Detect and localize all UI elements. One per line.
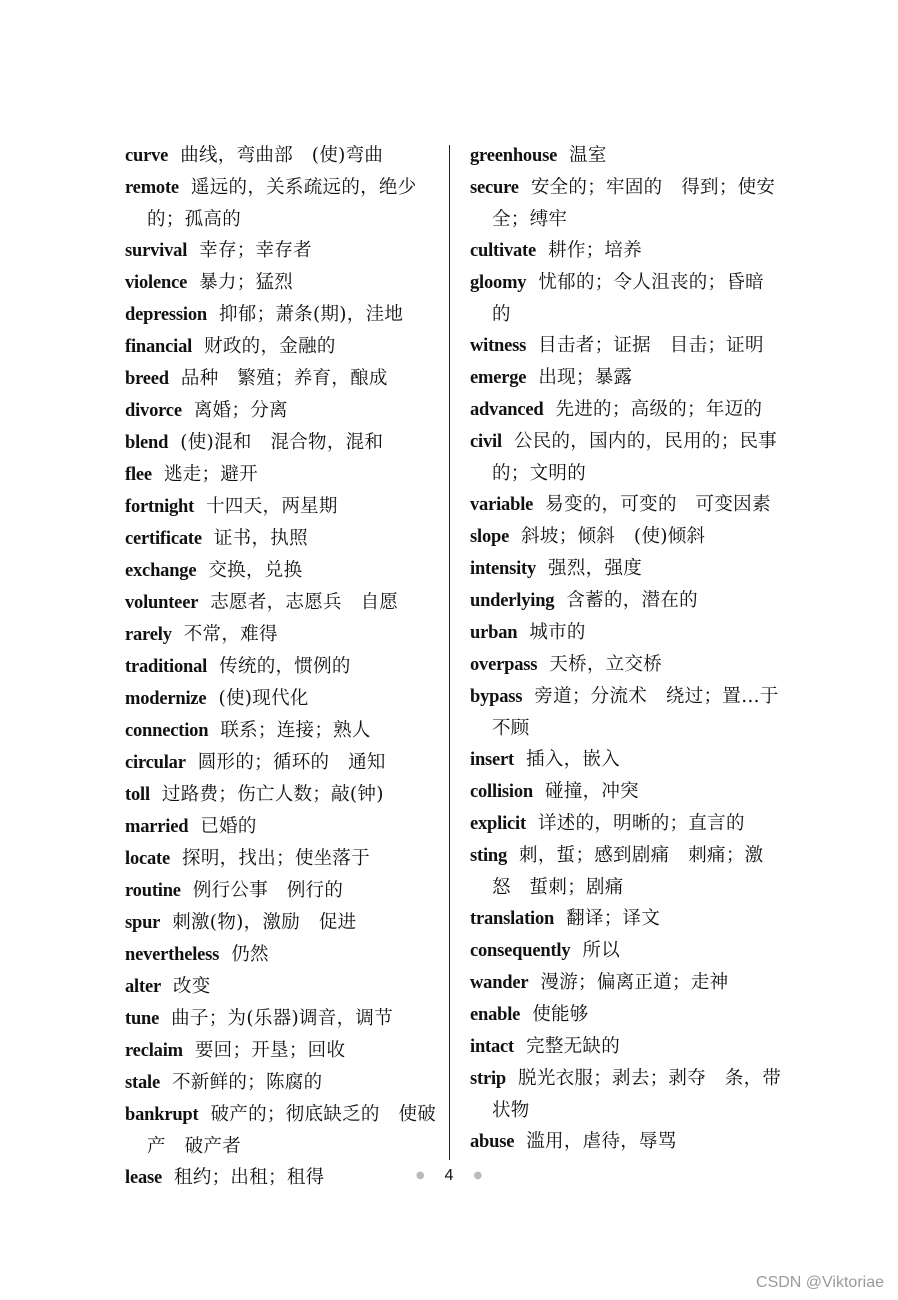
vocab-word: civil	[470, 432, 502, 452]
vocab-word: slope	[470, 527, 510, 547]
vocab-word: certificate	[125, 529, 202, 549]
footer-dot-left: ●	[415, 1170, 425, 1181]
vocab-word: urban	[470, 623, 518, 643]
vocab-definition: 不新鲜的；陈腐的	[171, 1072, 323, 1093]
vocab-definition: 曲子；为(乐器)调音，调节	[171, 1008, 393, 1029]
vocab-definition: 抑郁；萧条(期)，洼地	[218, 304, 404, 325]
vocab-entry	[125, 715, 437, 747]
vocab-entry	[125, 491, 437, 523]
vocab-definition: 斜坡；倾斜 (使)倾斜	[521, 526, 706, 547]
vocab-definition: 旁道；分流术 绕过；置…于不顾	[492, 686, 779, 739]
vocab-definition: 脱光衣服；剥去；剥夺 条，带状物	[492, 1068, 782, 1121]
vocab-word: curve	[125, 146, 169, 166]
vocab-definition: 联系；连接；熟人	[220, 720, 371, 741]
vocab-definition: 逃走；避开	[163, 464, 258, 485]
vocab-word: witness	[470, 336, 527, 356]
vocab-definition: 先进的；高级的；年迈的	[555, 399, 763, 420]
vocab-word: circular	[125, 753, 186, 773]
vocab-entry	[470, 394, 782, 426]
vocab-entry	[125, 299, 437, 331]
vocab-definition: 过路费；伤亡人数；敲(钟)	[161, 784, 384, 805]
vocab-entry	[125, 811, 437, 843]
vocab-definition: 所以	[582, 940, 620, 961]
vocab-definition: 曲线，弯曲部 (使)弯曲	[180, 145, 384, 166]
vocab-entry	[125, 587, 437, 619]
vocab-entry	[125, 651, 437, 683]
vocab-entry	[470, 362, 782, 394]
vocab-word: rarely	[125, 625, 172, 645]
vocab-entry	[125, 459, 437, 491]
vocab-definition: 漫游；偏离正道；走神	[540, 972, 729, 993]
vocab-entry	[125, 907, 437, 939]
vocab-word: advanced	[470, 400, 544, 420]
vocab-definition: 十四天，两星期	[206, 496, 338, 517]
vocab-word: toll	[125, 785, 150, 805]
vocab-definition: 仍然	[231, 944, 269, 965]
vocab-word: fortnight	[125, 497, 195, 517]
vocab-word: married	[125, 817, 189, 837]
vocab-word: financial	[125, 337, 193, 357]
vocab-entry	[470, 1063, 782, 1126]
vocab-entry	[470, 1126, 782, 1158]
vocab-definition: 天桥，立交桥	[549, 654, 663, 675]
vocab-word: emerge	[470, 368, 527, 388]
vocab-entry	[125, 779, 437, 811]
vocab-entry	[125, 427, 437, 459]
vocab-word: secure	[470, 178, 519, 198]
vocab-definition: 品种 繁殖；养育，酿成	[180, 368, 388, 389]
vocab-definition: (使)现代化	[218, 688, 309, 709]
vocab-definition: 传统的，惯例的	[219, 656, 351, 677]
vocab-word: survival	[125, 241, 188, 261]
vocab-definition: 要回；开垦；回收	[194, 1040, 346, 1061]
vocab-word: connection	[125, 721, 209, 741]
vocab-entry	[125, 267, 437, 299]
vocab-entry	[125, 172, 437, 235]
vocab-definition: 离婚；分离	[193, 400, 288, 421]
vocab-entry	[470, 649, 782, 681]
vocab-entry	[470, 681, 782, 744]
vocab-definition: 翻译；译文	[566, 908, 661, 929]
vocab-word: traditional	[125, 657, 208, 677]
vocab-word: wander	[470, 973, 529, 993]
vocab-definition: 公民的，国内的，民用的；民事的；文明的	[492, 431, 778, 484]
vocab-definition: 易变的，可变的 可变因素	[545, 494, 771, 515]
vocab-word: locate	[125, 849, 171, 869]
vocab-definition: 遥远的，关系疏远的，绝少的；孤高的	[147, 177, 417, 230]
vocab-word: bankrupt	[125, 1105, 199, 1125]
vocab-definition: 财政的，金融的	[204, 336, 336, 357]
vocab-entry	[125, 619, 437, 651]
vocab-word: consequently	[470, 941, 571, 961]
vocab-definition: 碰撞，冲突	[544, 781, 639, 802]
vocab-entry	[470, 776, 782, 808]
vocab-entry	[125, 1067, 437, 1099]
vocab-entry	[470, 330, 782, 362]
vocab-definition: (使)混和 混合物，混和	[180, 432, 384, 453]
vocab-entry	[470, 744, 782, 776]
vocab-entry	[125, 843, 437, 875]
vocab-word: lease	[125, 1168, 163, 1188]
vocab-entry	[125, 331, 437, 363]
vocab-word: variable	[470, 495, 534, 515]
vocab-entry	[125, 939, 437, 971]
vocab-word: cultivate	[470, 241, 537, 261]
vocab-word: stale	[125, 1073, 160, 1093]
vocab-entry	[470, 840, 782, 903]
vocab-word: alter	[125, 977, 161, 997]
vocab-definition: 探明，找出；使坐落于	[182, 848, 371, 869]
vocab-word: explicit	[470, 814, 526, 834]
vocab-word: enable	[470, 1005, 521, 1025]
vocab-definition: 志愿者，志愿兵 自愿	[210, 592, 399, 613]
vocab-definition: 圆形的；循环的 通知	[197, 752, 386, 773]
vocab-definition: 证书，执照	[213, 528, 308, 549]
vocab-definition: 城市的	[529, 622, 586, 643]
vocab-definition: 已婚的	[200, 816, 257, 837]
vocab-entry	[125, 971, 437, 1003]
vocab-entry	[125, 523, 437, 555]
vocab-definition: 不常，难得	[183, 624, 278, 645]
vocab-word: insert	[470, 750, 515, 770]
vocab-entry	[125, 747, 437, 779]
vocab-entry	[470, 172, 782, 235]
vocab-entry	[470, 140, 782, 172]
vocab-entry	[470, 267, 782, 330]
vocab-entry	[470, 426, 782, 489]
vocab-definition: 安全的；牢固的 得到；使安全；缚牢	[492, 177, 776, 230]
vocab-definition: 幸存；幸存者	[199, 240, 312, 261]
vocab-word: gloomy	[470, 273, 527, 293]
vocab-definition: 含蓄的，潜在的	[566, 590, 698, 611]
vocab-definition: 详述的，明晰的；直言的	[537, 813, 745, 834]
vocab-definition: 耕作；培养	[548, 240, 643, 261]
vocab-word: depression	[125, 305, 207, 325]
vocab-entry	[125, 140, 437, 172]
vocab-word: violence	[125, 273, 188, 293]
vocab-entry	[470, 235, 782, 267]
vocab-definition: 刺激(物)，激励 促进	[172, 912, 357, 933]
vocab-definition: 出现；暴露	[538, 367, 633, 388]
vocab-entry	[470, 489, 782, 521]
vocab-entry	[470, 1031, 782, 1063]
vocab-entry	[470, 999, 782, 1031]
vocab-word: volunteer	[125, 593, 199, 613]
watermark: CSDN @Viktoriae	[756, 1274, 884, 1291]
vocab-definition: 暴力；猛烈	[199, 272, 294, 293]
vocab-word: intact	[470, 1037, 515, 1057]
vocab-definition: 温室	[569, 145, 607, 166]
vocab-definition: 忧郁的；令人沮丧的；昏暗的	[492, 272, 764, 325]
vocab-entry	[470, 617, 782, 649]
vocab-word: tune	[125, 1009, 160, 1029]
vocab-word: nevertheless	[125, 945, 220, 965]
vocab-word: translation	[470, 909, 555, 929]
vocab-word: remote	[125, 178, 179, 198]
vocab-entry	[470, 935, 782, 967]
vocab-definition: 交换，兑换	[208, 560, 303, 581]
vocab-word: modernize	[125, 689, 207, 709]
vocab-entry	[125, 395, 437, 427]
vocab-word: reclaim	[125, 1041, 183, 1061]
vocab-word: routine	[125, 881, 181, 901]
vocab-definition: 刺，蜇；感到剧痛 刺痛；激怒 蜇刺；剧痛	[492, 845, 764, 898]
vocab-word: breed	[125, 369, 169, 389]
vocab-entry	[125, 683, 437, 715]
vocab-entry	[125, 875, 437, 907]
vocab-word: intensity	[470, 559, 537, 579]
vocab-definition: 强烈，强度	[548, 558, 643, 579]
vocab-definition: 改变	[172, 976, 211, 997]
vocab-definition: 滥用，虐待，辱骂	[526, 1131, 677, 1152]
left-column	[125, 140, 437, 1194]
vocab-definition: 例行公事 例行的	[192, 880, 344, 901]
vocab-word: collision	[470, 782, 533, 802]
vocab-word: divorce	[125, 401, 182, 421]
vocab-word: greenhouse	[470, 146, 558, 166]
vocab-entry	[470, 903, 782, 935]
vocab-word: strip	[470, 1069, 507, 1089]
vocab-word: overpass	[470, 655, 538, 675]
vocab-entry	[125, 555, 437, 587]
vocab-word: bypass	[470, 687, 523, 707]
vocab-definition: 租约；出租；租得	[174, 1167, 325, 1188]
vocab-entry	[125, 363, 437, 395]
vocab-word: exchange	[125, 561, 197, 581]
vocab-entry	[470, 585, 782, 617]
vocab-word: spur	[125, 913, 161, 933]
vocab-definition: 目击者；证据 目击；证明	[538, 335, 764, 356]
footer-dot-right: ●	[473, 1170, 483, 1181]
vocab-definition: 使能够	[532, 1004, 589, 1025]
vocab-entry	[125, 235, 437, 267]
vocab-entry	[125, 1035, 437, 1067]
vocab-entry	[470, 553, 782, 585]
vocab-definition: 破产的；彻底缺乏的 使破产 破产者	[147, 1104, 437, 1157]
vocab-word: abuse	[470, 1132, 515, 1152]
vocab-word: underlying	[470, 591, 555, 611]
vocab-entry	[470, 808, 782, 840]
vocab-word: blend	[125, 433, 169, 453]
vocab-definition: 插入，嵌入	[526, 749, 621, 770]
page-number: 4	[444, 1167, 454, 1184]
vocab-definition: 完整无缺的	[526, 1036, 621, 1057]
right-column	[470, 140, 782, 1158]
vocab-entry	[125, 1099, 437, 1162]
vocab-word: sting	[470, 846, 508, 866]
vocab-entry	[470, 967, 782, 999]
column-divider	[449, 145, 450, 1160]
vocab-word: flee	[125, 465, 152, 485]
vocab-entry	[125, 1003, 437, 1035]
page-footer	[0, 1165, 898, 1185]
vocab-entry	[470, 521, 782, 553]
